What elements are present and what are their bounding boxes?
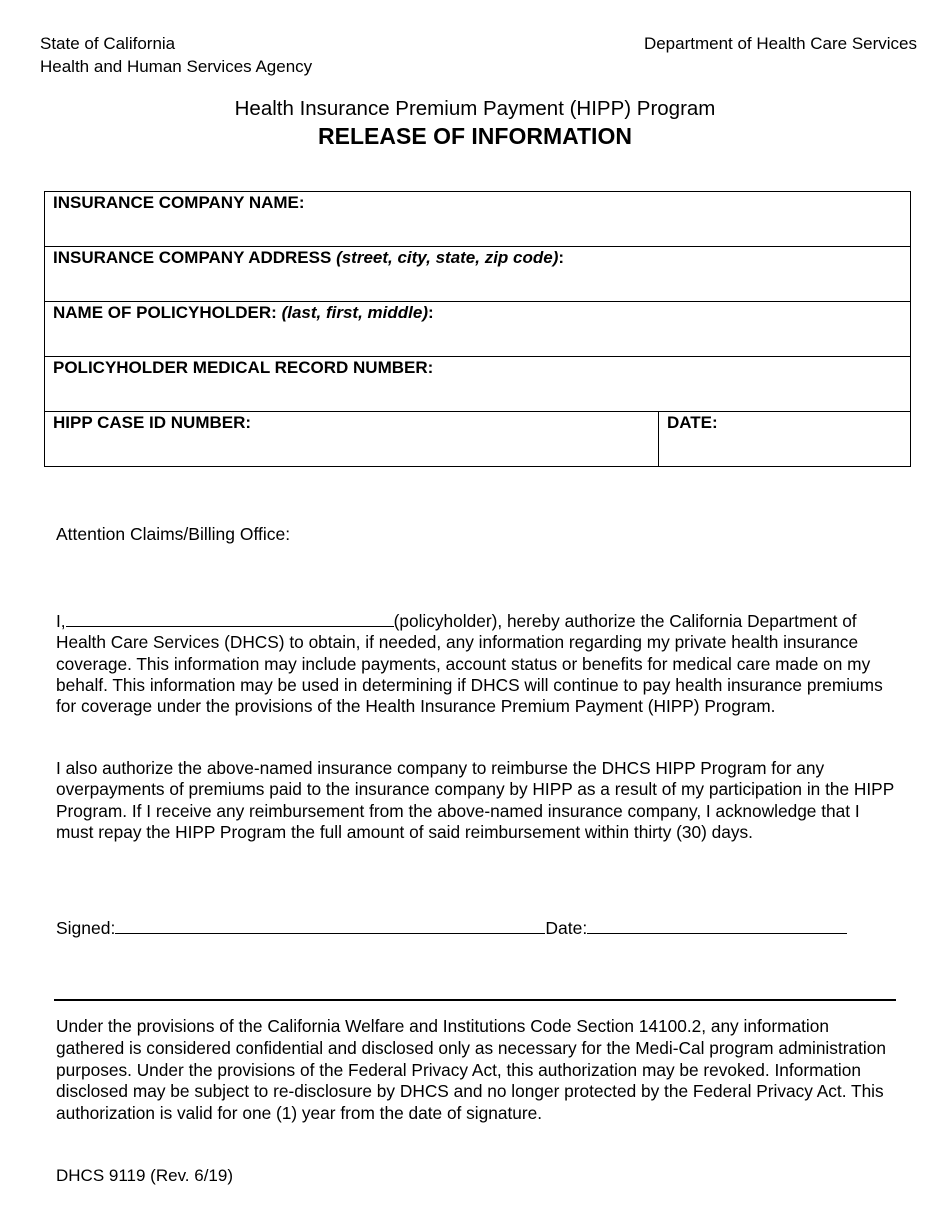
hipp-case-id-field[interactable]: [45, 412, 659, 467]
insurance-company-address-label: [53, 247, 564, 269]
page-title: RELEASE OF INFORMATION: [318, 123, 632, 149]
medical-record-number-field[interactable]: [45, 357, 911, 412]
table-row: [45, 247, 911, 302]
header-left: [40, 32, 312, 78]
address-label-text: INSURANCE COMPANY ADDRESS: [53, 248, 332, 267]
authorization-text: (policyholder), hereby authorize the California Department of Health Care Services (DHCS) to obtain, if needed, any information regarding my private health insurance coverage. This information may include payments, account status or benefits for medical care made on my behalf. This information may be used in determining if DHCS will continue to pay health insurance premiums for coverage under the provisions of the Health Insurance Premium Payment (HIPP) Program.: [56, 611, 883, 717]
privacy-notice: Under the provisions of the California Welfare and Institutions Code Section 14100.2, any information gathered is considered confidential and disclosed only as necessary for the Medi-Cal program administration purposes. Under the provisions of the Federal Privacy Act, this authorization may be revoked. Information disclosed may be subject to re-disclosure by DHCS and no longer protected by the Federal Privacy Act. This authorization is valid for one (1) year from the date of signature.: [56, 1016, 886, 1124]
table-row: [45, 357, 911, 412]
policyholder-name-blank[interactable]: [66, 610, 394, 627]
paragraph-prefix: I,: [56, 611, 66, 631]
signature-date-label: Date:: [545, 918, 588, 938]
policyholder-colon: :: [428, 303, 434, 322]
address-colon: :: [558, 248, 565, 267]
table-date-label: DATE:: [667, 413, 718, 432]
table-row: [45, 302, 911, 357]
insurance-company-name-label: INSURANCE COMPANY NAME:: [53, 193, 305, 212]
address-hint: (street, city, state, zip code): [336, 248, 559, 267]
department-name: Department of Health Care Services: [643, 34, 917, 53]
program-title: Health Insurance Premium Payment (HIPP) Program: [234, 97, 716, 120]
policyholder-hint: (last, first, middle): [281, 303, 428, 322]
medical-record-number-label: POLICYHOLDER MEDICAL RECORD NUMBER:: [53, 358, 434, 377]
hipp-case-id-label: HIPP CASE ID NUMBER:: [53, 413, 252, 432]
insurance-company-name-field[interactable]: [45, 192, 911, 247]
table-row: [45, 412, 911, 467]
form-number: DHCS 9119 (Rev. 6/19): [56, 1166, 233, 1185]
policyholder-name-label: [53, 302, 434, 324]
signature-date-line[interactable]: [587, 917, 847, 934]
signature-line[interactable]: [115, 917, 545, 934]
signed-label: Signed:: [56, 918, 116, 938]
section-divider: [54, 999, 896, 1001]
policyholder-name-field[interactable]: [45, 302, 911, 357]
agency-name: Health and Human Services Agency: [40, 57, 313, 76]
table-row: [45, 192, 911, 247]
reimbursement-paragraph: I also authorize the above-named insurance company to reimburse the DHCS HIPP Program for any overpayments of premiums paid to the insurance company by HIPP as a result of my participation in the HIPP Program. If I receive any reimbursement from the above-named insurance company, I acknowledge that I must repay the HIPP Program the full amount of said reimbursement within thirty (30) days.: [56, 758, 894, 842]
policyholder-label-text: NAME OF POLICYHOLDER:: [53, 303, 277, 322]
signature-row: [56, 917, 847, 939]
table-date-field[interactable]: [659, 412, 911, 467]
authorization-paragraph: [56, 610, 896, 717]
state-name: State of California: [40, 34, 176, 53]
insurance-company-address-field[interactable]: [45, 247, 911, 302]
attention-line: Attention Claims/Billing Office:: [56, 524, 291, 544]
information-table: [44, 191, 911, 467]
